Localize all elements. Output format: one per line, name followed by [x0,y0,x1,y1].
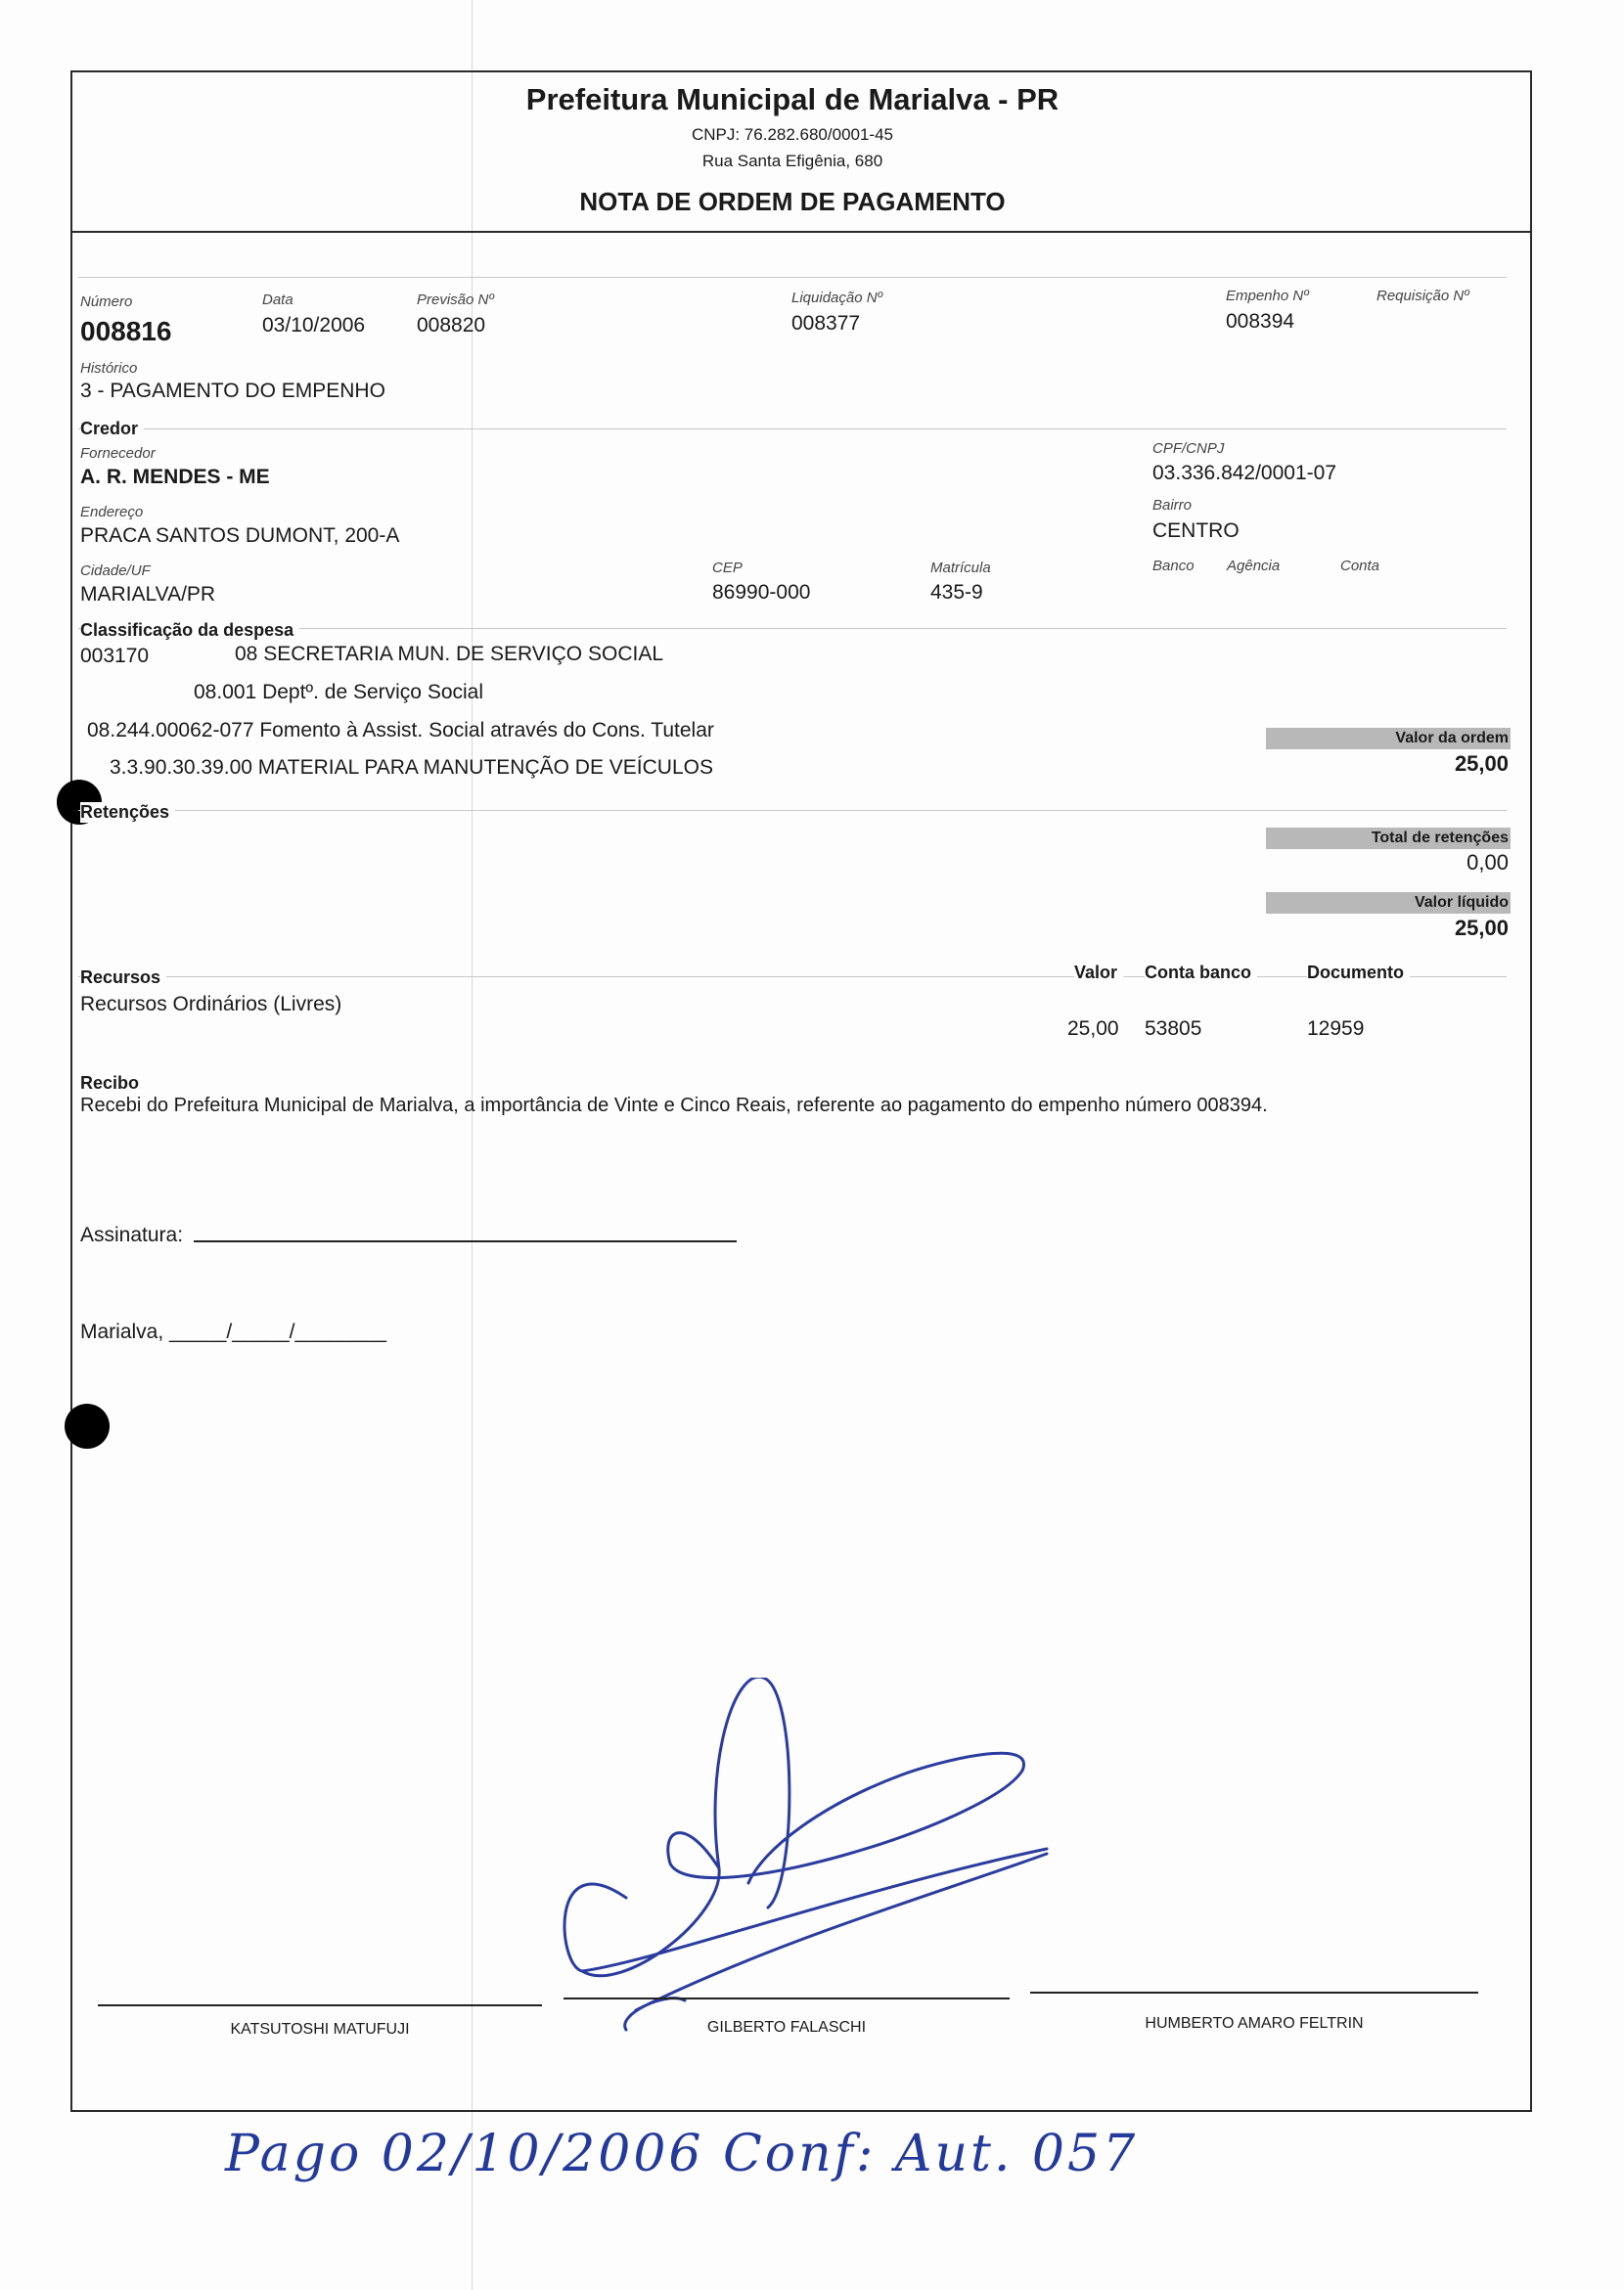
recursos-conta-header: Conta banco [1145,963,1257,983]
valor-ordem-value: 25,00 [1454,751,1509,776]
cnpj-line: CNPJ: 76.282.680/0001-45 [691,125,894,144]
agencia-label: Agência [1227,558,1281,574]
requisicao-label: Requisição Nº [1376,288,1469,304]
data-value: 03/10/2006 [262,314,366,337]
assinatura-label: Assinatura: [80,1224,184,1246]
bairro-label: Bairro [1152,497,1193,514]
signatory-1: KATSUTOSHI MATUFUJI [230,2021,410,2038]
cpf-label: CPF/CNPJ [1152,440,1225,457]
previsao-label: Previsão Nº [417,292,494,308]
handwritten-signature [528,1678,1076,2049]
empenho-label: Empenho Nº [1226,288,1309,304]
previsao-value: 008820 [417,314,486,337]
bairro-value: CENTRO [1152,519,1240,542]
credor-rule [78,428,1507,429]
retencoes-section: Retenções [80,802,175,823]
municipality-title: Prefeitura Municipal de Marialva - PR [525,82,1060,116]
endereco-label: Endereço [80,504,144,520]
empenho-value: 008394 [1226,310,1295,333]
numero-value: 008816 [80,316,172,346]
data-label: Data [262,292,293,308]
signature-line-2 [564,1998,1010,1999]
classificacao-line2: 08.001 Deptº. de Serviço Social [194,681,484,703]
historico-label: Histórico [80,360,138,377]
address-line: Rua Santa Efigênia, 680 [701,152,883,170]
recursos-valor-header: Valor [1074,963,1123,983]
classificacao-line3: 08.244.00062-077 Fomento à Assist. Social através do Cons. Tutelar [87,719,714,741]
banco-label: Banco [1152,558,1195,574]
recursos-conta: 53805 [1145,1017,1202,1040]
punch-hole-bottom [65,1404,110,1449]
cep-value: 86990-000 [712,581,811,604]
recursos-rule [78,976,1507,977]
fields-rule [78,277,1507,278]
classificacao-line1: 08 SECRETARIA MUN. DE SERVIÇO SOCIAL [235,643,664,665]
credor-section: Credor [80,419,144,439]
liquidacao-label: Liquidação Nº [791,290,883,306]
fornecedor-label: Fornecedor [80,445,156,462]
numero-label: Número [80,293,133,310]
endereco-value: PRACA SANTOS DUMONT, 200-A [80,524,400,547]
recibo-section: Recibo [80,1073,145,1094]
valor-liquido-label: Valor líquido [1266,892,1511,914]
header-separator [70,231,1530,233]
signatory-3: HUMBERTO AMARO FELTRIN [1145,2015,1364,2032]
recursos-documento-header: Documento [1307,963,1410,983]
assinatura-line [194,1240,737,1242]
cidade-label: Cidade/UF [80,562,151,579]
cidade-value: MARIALVA/PR [80,583,216,606]
liquidacao-value: 008377 [791,312,861,335]
classificacao-code: 003170 [80,645,150,667]
fornecedor-value: A. R. MENDES - ME [80,466,270,488]
signature-line-1 [98,2004,542,2006]
matricula-value: 435-9 [930,581,983,604]
total-retencoes-value: 0,00 [1466,850,1509,875]
cep-label: CEP [712,560,743,576]
local-date: Marialva, _____/_____/________ [80,1321,386,1343]
recursos-documento: 12959 [1307,1017,1365,1040]
handwritten-payment-note: Pago 02/10/2006 Conf: Aut. 057 [225,2125,1139,2183]
document-title: NOTA DE ORDEM DE PAGAMENTO [579,187,1006,216]
classificacao-line4: 3.3.90.30.39.00 MATERIAL PARA MANUTENÇÃO DE VEÍCULOS [110,756,713,779]
recursos-valor: 25,00 [1067,1017,1119,1040]
recursos-descricao: Recursos Ordinários (Livres) [80,993,342,1015]
conta-label: Conta [1340,558,1380,574]
historico-value: 3 - PAGAMENTO DO EMPENHO [80,380,385,402]
retencoes-rule [78,810,1507,811]
matricula-label: Matrícula [930,560,991,576]
signature-line-3 [1030,1992,1478,1994]
valor-ordem-label: Valor da ordem [1266,728,1511,749]
recibo-text: Recebi do Prefeitura Municipal de Marialva, a importância de Vinte e Cinco Reais, referente ao pagamento do empenho número 008394. [80,1095,1268,1116]
classificacao-section: Classificação da despesa [80,620,299,641]
valor-liquido-value: 25,00 [1454,916,1509,940]
cpf-value: 03.336.842/0001-07 [1152,462,1337,484]
signatory-2: GILBERTO FALASCHI [706,2019,867,2036]
total-retencoes-label: Total de retenções [1266,828,1511,849]
recursos-section: Recursos [80,967,166,988]
